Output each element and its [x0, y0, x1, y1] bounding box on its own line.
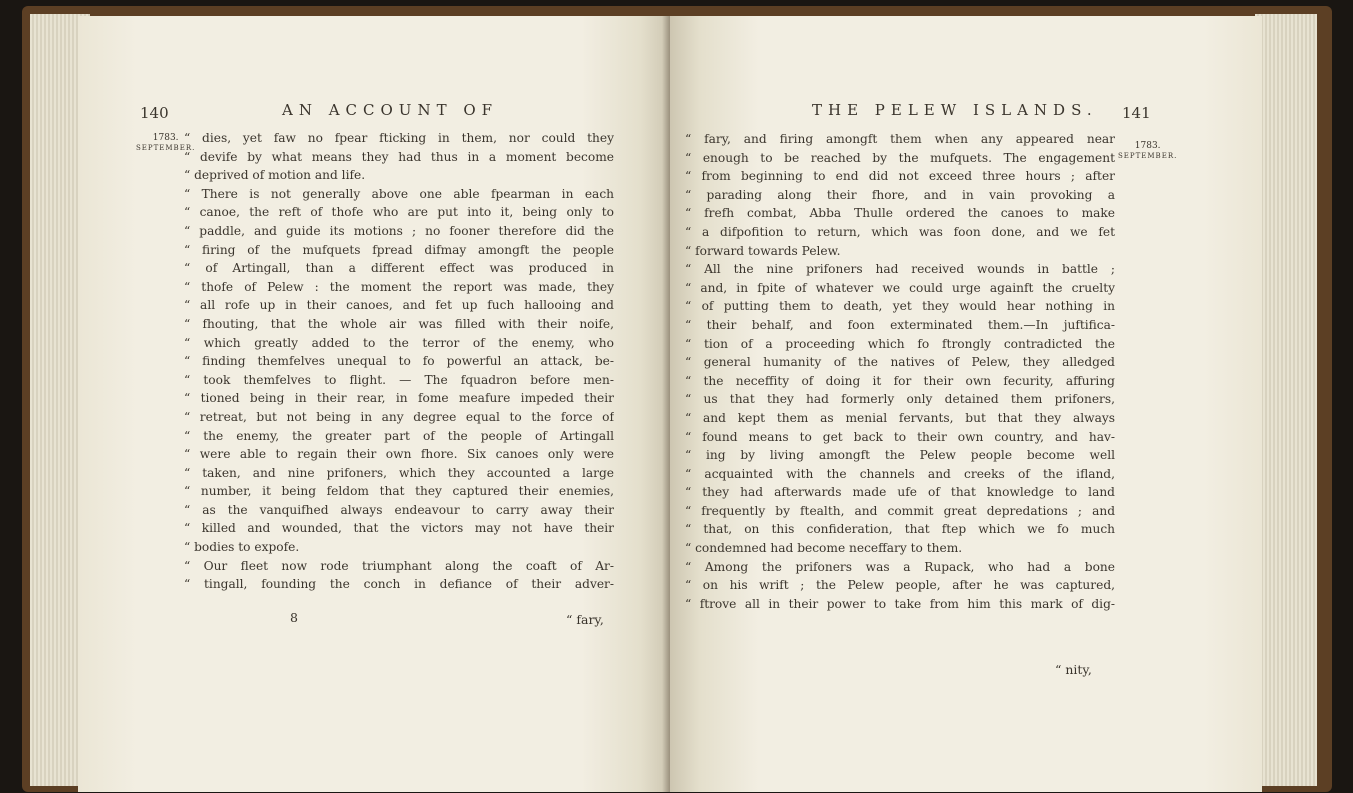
text-line: “ canoe, the reft of thofe who are put into it, being only to: [184, 205, 614, 220]
text-line: “ All the nine prifoners had received wounds in battle ;: [685, 262, 1115, 277]
margin-note: [1118, 141, 1177, 161]
signature-mark: 8: [290, 610, 298, 625]
text-line: “ dies, yet faw no fpear fticking in them, nor could they: [184, 131, 614, 145]
text-line: “ killed and wounded, that the victors may not have their: [184, 521, 614, 536]
text-line: “ finding themfelves unequal to fo powerful an attack, be-: [184, 354, 614, 369]
text-line: “ paddle, and guide its motions ; no fooner therefore did the: [184, 223, 614, 238]
catchword: “ fary,: [566, 612, 604, 627]
text-line: “ they had afterwards made ufe of that knowledge to land: [685, 485, 1115, 500]
body-text: [685, 130, 1115, 613]
text-line: “ that, on this confideration, that ftep which we fo much: [685, 522, 1115, 537]
text-line: “ and, in fpite of whatever we could urge againft the cruelty: [685, 280, 1115, 295]
text-line: “ general humanity of the natives of Pelew, they alledged: [685, 355, 1115, 370]
text-line: “ ftrove all in their power to take from him this mark of dig-: [685, 596, 1115, 611]
text-line: “ fhouting, that the whole air was filled with their noife,: [184, 316, 614, 331]
text-line: “ number, it being feldom that they captured their enemies,: [184, 484, 614, 499]
text-line: “ acquainted with the channels and creeks of the ifland,: [685, 466, 1115, 481]
text-line: “ of Artingall, than a different effect was produced in: [184, 261, 614, 276]
text-line: “ parading along their fhore, and in vain provoking a: [685, 187, 1115, 202]
text-line: “ all rofe up in their canoes, and fet up fuch hallooing and: [184, 298, 614, 313]
text-line: “ tion of a proceeding which fo ftrongly contradicted the: [685, 336, 1115, 351]
text-line: “ their behalf, and foon exterminated them.—In juftifica-: [685, 317, 1115, 332]
page-number: 140: [140, 104, 169, 122]
text-line: “ devife by what means they had thus in a moment become: [184, 149, 614, 164]
text-line: “ There is not generally above one able fpearman in each: [184, 186, 614, 201]
page-number: 141: [1122, 104, 1151, 122]
text-line: “ condemned had become neceffary to them.: [685, 541, 963, 556]
text-line: “ which greatly added to the terror of the enemy, who: [184, 335, 614, 350]
body-text: [184, 129, 614, 594]
text-line: “ a difpofition to return, which was foon done, and we fet: [685, 224, 1115, 239]
text-line: “ firing of the mufquets fpread difmay amongft the people: [184, 242, 614, 257]
text-line: “ us that they had formerly only detained them prifoners,: [685, 392, 1115, 407]
text-line: “ retreat, but not being in any degree equal to the force of: [184, 409, 614, 424]
text-line: “ Our fleet now rode triumphant along the coaft of Ar-: [184, 558, 614, 573]
text-line: “ ing by living amongft the Pelew people become well: [685, 448, 1115, 463]
text-line: “ took themfelves to flight. — The fquadron before men-: [184, 372, 614, 387]
text-line: “ of putting them to death, yet they would hear nothing in: [685, 299, 1115, 314]
running-head: THE PELEW ISLANDS.: [812, 101, 1098, 119]
text-line: “ from beginning to end did not exceed three hours ; after: [685, 169, 1115, 184]
text-line: “ forward towards Pelew.: [685, 243, 841, 258]
text-line: “ tioned being in their rear, in fome meafure impeded their: [184, 391, 614, 406]
text-line: “ found means to get back to their own country, and hav-: [685, 429, 1115, 444]
text-line: “ thofe of Pelew : the moment the report was made, they: [184, 279, 614, 294]
text-line: “ tingall, founding the conch in defiance of their adver-: [184, 577, 614, 592]
margin-year: 1783.: [152, 133, 179, 143]
margin-month: SEPTEMBER.: [1118, 152, 1178, 160]
margin-month: SEPTEMBER.: [136, 144, 196, 152]
text-line: “ enough to be reached by the mufquets. The engagement: [685, 150, 1115, 165]
running-head: AN ACCOUNT OF: [282, 101, 499, 119]
text-line: “ deprived of motion and life.: [184, 168, 366, 183]
left-page: [78, 16, 670, 792]
text-line: “ frequently by ftealth, and commit great depredations ; and: [685, 503, 1115, 518]
text-line: “ taken, and nine prifoners, which they accounted a large: [184, 465, 614, 480]
text-line: “ as the vanquifhed always endeavour to carry away their: [184, 502, 614, 517]
text-line: “ the enemy, the greater part of the people of Artingall: [184, 428, 614, 443]
page-edges-right: [1255, 14, 1317, 786]
right-page: [670, 16, 1262, 792]
text-line: “ fary, and firing amongft them when any appeared near: [685, 132, 1115, 146]
text-line: “ and kept them as menial fervants, but that they always: [685, 410, 1115, 425]
text-line: “ Among the prifoners was a Rupack, who had a bone: [685, 559, 1115, 574]
text-line: “ bodies to expofe.: [184, 540, 300, 555]
text-line: “ on his wrift ; the Pelew people, after he was captured,: [685, 578, 1115, 593]
text-line: “ frefh combat, Abba Thulle ordered the canoes to make: [685, 206, 1115, 221]
catchword: “ nity,: [1055, 662, 1092, 677]
margin-year: 1783.: [1134, 141, 1161, 151]
text-line: “ were able to regain their own fhore. Six canoes only were: [184, 447, 614, 462]
text-line: “ the neceffity of doing it for their own fecurity, affuring: [685, 373, 1115, 388]
